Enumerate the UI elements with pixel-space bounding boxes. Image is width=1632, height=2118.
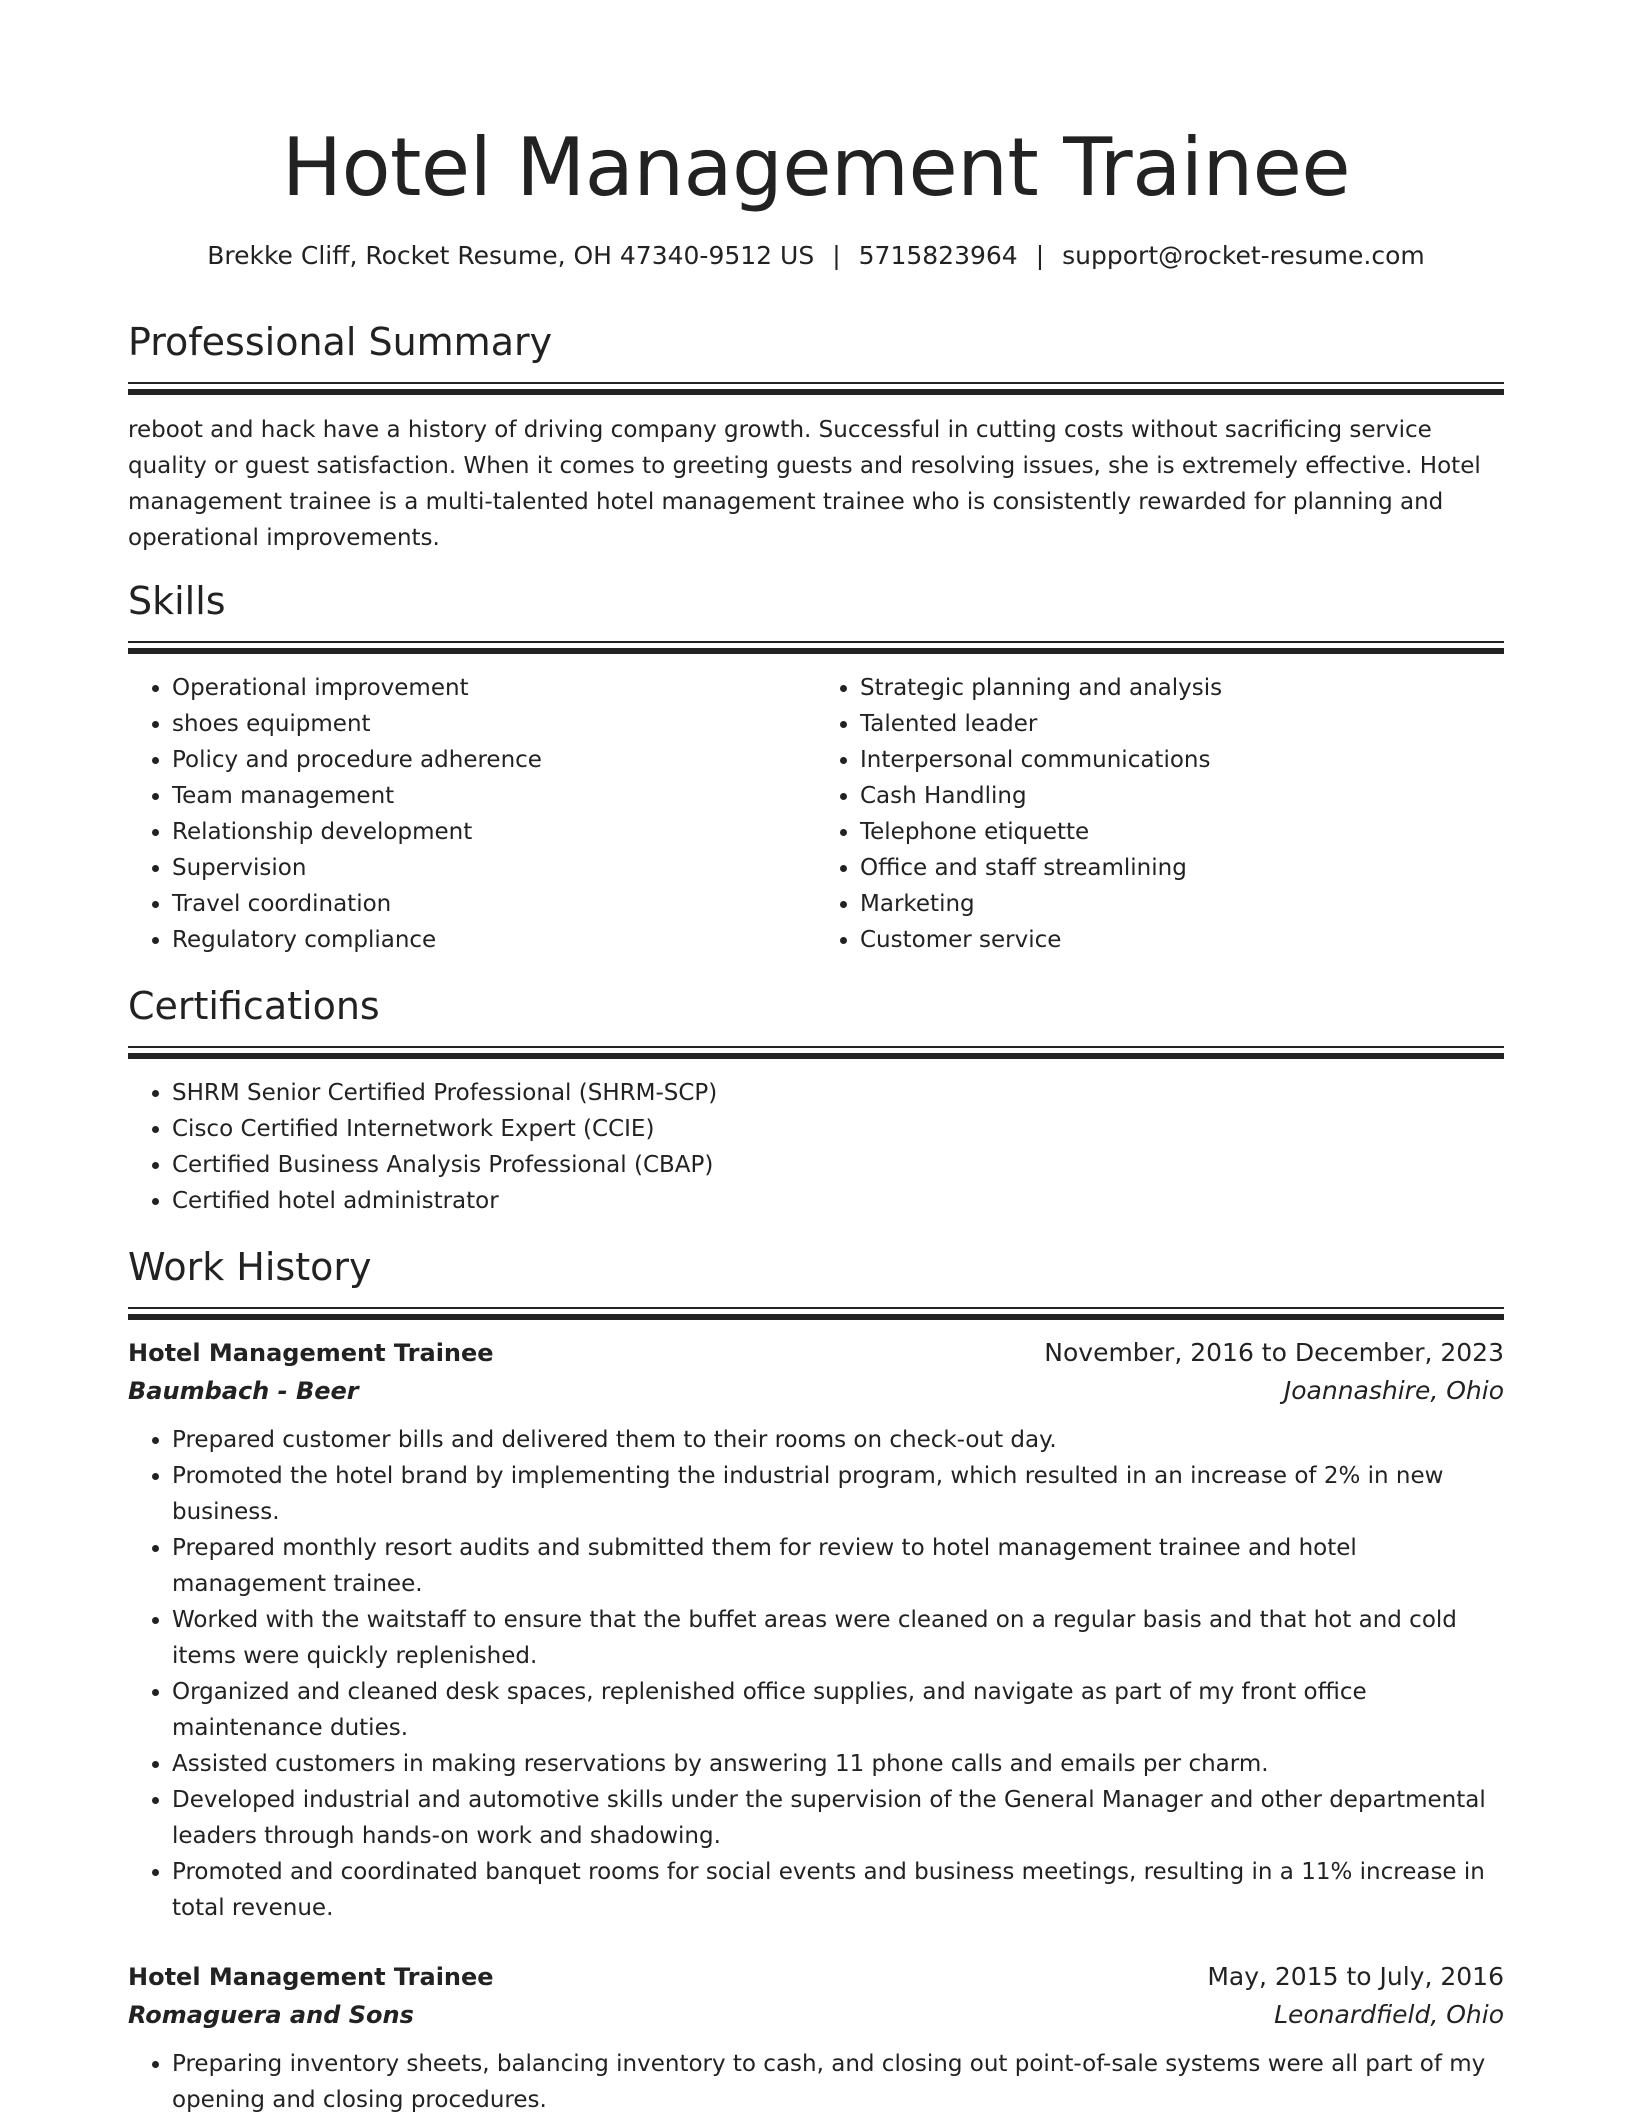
skill-item: • Regulatory compliance: [172, 922, 816, 958]
job-title: Hotel Management Trainee: [128, 1963, 494, 1991]
summary-heading: Professional Summary: [128, 320, 553, 364]
section-divider: [128, 1046, 1504, 1059]
certifications-section: [128, 982, 1504, 1219]
job-bullet: • Developed industrial and automotive skills under the supervision of the General Manager and other departmental leaders through hands-on work and shadowing.: [172, 1782, 1504, 1854]
skills-list-left: [128, 670, 816, 958]
certifications-list: [128, 1075, 1504, 1219]
skill-item: • Travel coordination: [172, 886, 816, 922]
skill-item: • Office and staff streamlining: [860, 850, 1504, 886]
summary-text: reboot and hack have a history of driving company growth. Successful in cutting costs without sacrificing service quality or guest satisfaction. When it comes to greeting guests and resolving issues, she is extremely effective. Hotel management trainee is a multi-talented hotel management trainee who is consistently rewarded for planning and operational improvements.: [128, 417, 1481, 551]
certification-item: • Cisco Certified Internetwork Expert (CCIE): [172, 1111, 1504, 1147]
skill-item: • Relationship development: [172, 814, 816, 850]
job-entry: [128, 1334, 1504, 1926]
skill-item: • Marketing: [860, 886, 1504, 922]
job-entry: [128, 1958, 1504, 2118]
job-location: Leonardfield, Ohio: [1274, 2000, 1504, 2029]
job-subheader: [128, 1996, 1504, 2034]
summary-section: [128, 318, 1504, 556]
work-history-heading: Work History: [128, 1245, 372, 1289]
job-bullet: • Worked with the waitstaff to ensure that the buffet areas were cleaned on a regular basis and that hot and cold items were quickly replenished.: [172, 1602, 1504, 1674]
job-bullets: [128, 1422, 1504, 1926]
job-company: Baumbach - Beer: [128, 1377, 359, 1405]
certification-item: • Certified Business Analysis Professional (CBAP): [172, 1147, 1504, 1183]
skill-item: • Team management: [172, 778, 816, 814]
job-title: Hotel Management Trainee: [128, 1339, 494, 1367]
skills-list-right: [816, 670, 1504, 958]
contact-separator: |: [832, 241, 841, 270]
job-bullet: • Prepared customer bills and delivered them to their rooms on check-out day.: [172, 1422, 1504, 1458]
contact-address: Brekke Cliff, Rocket Resume, OH 47340-9512 US: [207, 241, 815, 270]
job-subheader: [128, 1372, 1504, 1410]
skill-item: • Interpersonal communications: [860, 742, 1504, 778]
job-header: [128, 1958, 1504, 1996]
skills-columns: [128, 670, 1504, 958]
skill-item: • Supervision: [172, 850, 816, 886]
skill-item: • Operational improvement: [172, 670, 816, 706]
job-location: Joannashire, Ohio: [1283, 1376, 1504, 1405]
job-company: Romaguera and Sons: [128, 2001, 414, 2029]
contact-separator: |: [1035, 241, 1045, 270]
skills-section: [128, 577, 1504, 958]
job-bullet: • Organized and cleaned desk spaces, replenished office supplies, and navigate as part of my front office maintenance duties.: [172, 1674, 1504, 1746]
job-bullets: [128, 2046, 1504, 2118]
certification-item: • Certified hotel administrator: [172, 1183, 1504, 1219]
work-history-section: [128, 1243, 1504, 2118]
section-divider: [128, 382, 1504, 395]
skill-item: • Cash Handling: [860, 778, 1504, 814]
job-bullet: • Prepared monthly resort audits and submitted them for review to hotel management trainee and hotel management trainee.: [172, 1530, 1504, 1602]
job-bullet: • Assisted customers in making reservations by answering 11 phone calls and emails per charm.: [172, 1746, 1504, 1782]
job-bullet: • Promoted the hotel brand by implementing the industrial program, which resulted in an increase of 2% in new business.: [172, 1458, 1504, 1530]
section-divider: [128, 641, 1504, 654]
skill-item: • shoes equipment: [172, 706, 816, 742]
skill-item: • Policy and procedure adherence: [172, 742, 816, 778]
skill-item: • Talented leader: [860, 706, 1504, 742]
certifications-heading: Certifications: [128, 984, 380, 1028]
job-bullet: • Preparing inventory sheets, balancing inventory to cash, and closing out point-of-sale systems were all part of my opening and closing procedures.: [172, 2046, 1504, 2118]
job-dates: November, 2016 to December, 2023: [1044, 1338, 1504, 1367]
contact-line: [128, 238, 1504, 274]
resume-title: Hotel Management Trainee: [281, 121, 1351, 214]
contact-email[interactable]: support@rocket-resume.com: [1062, 241, 1425, 270]
job-dates: May, 2015 to July, 2016: [1207, 1962, 1504, 1991]
job-header: [128, 1334, 1504, 1372]
skill-item: • Customer service: [860, 922, 1504, 958]
section-divider: [128, 1307, 1504, 1320]
skill-item: • Strategic planning and analysis: [860, 670, 1504, 706]
certification-item: • SHRM Senior Certified Professional (SHRM-SCP): [172, 1075, 1504, 1111]
contact-phone[interactable]: 5715823964: [858, 241, 1018, 270]
job-bullet: • Promoted and coordinated banquet rooms for social events and business meetings, resulting in a 11% increase in total revenue.: [172, 1854, 1504, 1926]
skill-item: • Telephone etiquette: [860, 814, 1504, 850]
skills-heading: Skills: [128, 579, 226, 623]
